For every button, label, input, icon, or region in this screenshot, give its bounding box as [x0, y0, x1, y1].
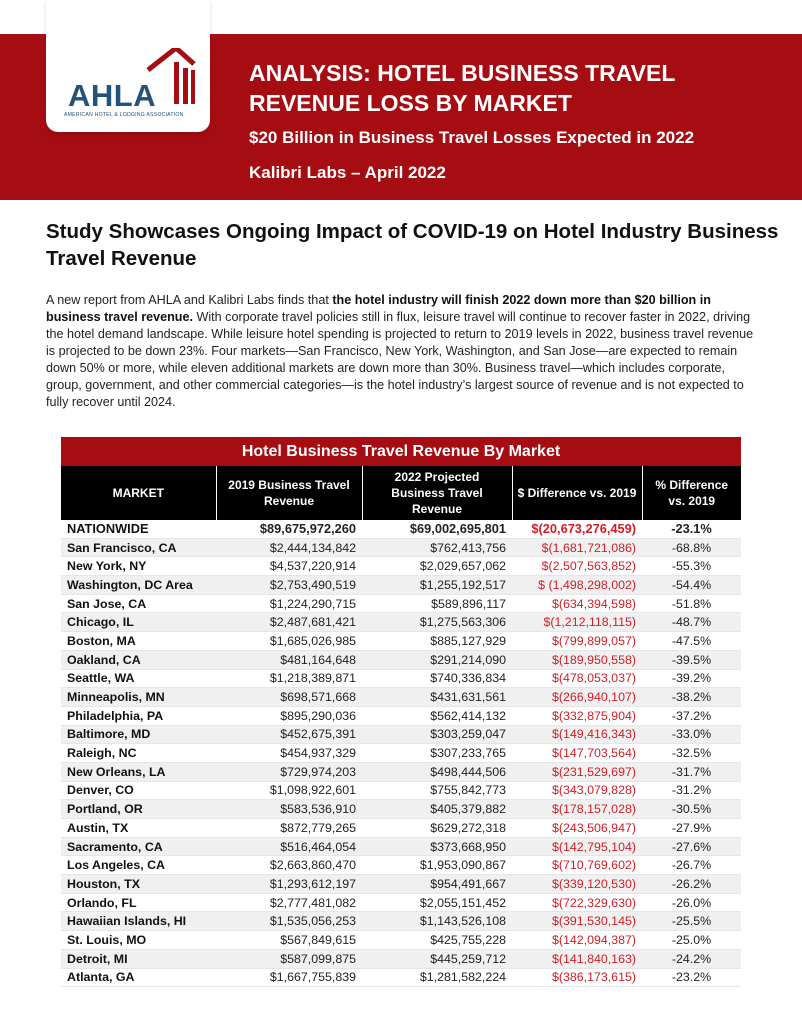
- cell-2022-revenue: $69,002,695,801: [362, 520, 512, 538]
- cell-pct-diff: -55.3%: [642, 557, 741, 576]
- table-row: [61, 557, 741, 576]
- cell-2019-revenue: $587,099,875: [216, 949, 362, 968]
- cell-dollar-diff: $(1,681,721,086): [512, 538, 642, 557]
- col-header-pct-diff: % Difference vs. 2019: [642, 466, 741, 520]
- cell-dollar-diff: $ (1,498,298,002): [512, 576, 642, 595]
- cell-2022-revenue: $1,281,582,224: [362, 968, 512, 987]
- intro-post: With corporate travel policies still in flux, leisure travel will continue to recover faster in 2022, driving the hotel demand landscape. While leisure hotel spending is projected to return to 2019 levels in 2022, business travel revenue is projected to be down 23%. Four markets—San Francisco, New York, Washington, and San Jose—are expected to remain down 50% or more, while eleven additional markets are down more than 30%. Business travel—which includes corporate, group, government, and other commercial categories—is the hotel industry’s largest source of revenue and is not expected to fully recover until 2024.: [46, 310, 754, 409]
- cell-pct-diff: -23.2%: [642, 968, 741, 987]
- intro-bold: the hotel industry will finish 2022 down more than $20 billion in business travel revenue.: [46, 293, 711, 324]
- cell-2019-revenue: $2,777,481,082: [216, 893, 362, 912]
- table-title: Hotel Business Travel Revenue By Market: [61, 437, 741, 466]
- cell-pct-diff: -31.7%: [642, 762, 741, 781]
- table-row: [61, 576, 741, 595]
- cell-2022-revenue: $445,259,712: [362, 949, 512, 968]
- table-row: [61, 912, 741, 931]
- table-row: [61, 725, 741, 744]
- cell-market: Detroit, MI: [61, 949, 216, 968]
- table-row: [61, 931, 741, 950]
- cell-2022-revenue: $431,631,561: [362, 688, 512, 707]
- table-row: [61, 762, 741, 781]
- table-row: [61, 669, 741, 688]
- cell-2019-revenue: $1,535,056,253: [216, 912, 362, 931]
- page-title-line2: REVENUE LOSS BY MARKET: [249, 90, 572, 116]
- cell-market: New Orleans, LA: [61, 762, 216, 781]
- cell-dollar-diff: $(142,795,104): [512, 837, 642, 856]
- cell-2019-revenue: $2,663,860,470: [216, 856, 362, 875]
- cell-pct-diff: -37.2%: [642, 706, 741, 725]
- cell-pct-diff: -39.2%: [642, 669, 741, 688]
- cell-2022-revenue: $1,143,526,108: [362, 912, 512, 931]
- table-row: [61, 538, 741, 557]
- cell-2022-revenue: $425,755,228: [362, 931, 512, 950]
- cell-dollar-diff: $(710,769,602): [512, 856, 642, 875]
- cell-2019-revenue: $1,293,612,197: [216, 875, 362, 894]
- cell-pct-diff: -51.8%: [642, 594, 741, 613]
- cell-2022-revenue: $498,444,506: [362, 762, 512, 781]
- cell-pct-diff: -54.4%: [642, 576, 741, 595]
- table-row: [61, 968, 741, 987]
- cell-market: Portland, OR: [61, 800, 216, 819]
- study-heading: Study Showcases Ongoing Impact of COVID-19 on Hotel Industry Business Travel Revenue: [46, 220, 779, 270]
- cell-market: Atlanta, GA: [61, 968, 216, 987]
- cell-market: Baltimore, MD: [61, 725, 216, 744]
- cell-2019-revenue: $1,098,922,601: [216, 781, 362, 800]
- cell-dollar-diff: $(149,416,343): [512, 725, 642, 744]
- cell-2019-revenue: $567,849,615: [216, 931, 362, 950]
- table-row: [61, 819, 741, 838]
- cell-dollar-diff: $(20,673,276,459): [512, 520, 642, 538]
- cell-market: Los Angeles, CA: [61, 856, 216, 875]
- cell-2019-revenue: $452,675,391: [216, 725, 362, 744]
- cell-dollar-diff: $(339,120,530): [512, 875, 642, 894]
- cell-pct-diff: -68.8%: [642, 538, 741, 557]
- cell-market: Orlando, FL: [61, 893, 216, 912]
- cell-pct-diff: -23.1%: [642, 520, 741, 538]
- cell-2019-revenue: $1,667,755,839: [216, 968, 362, 987]
- cell-dollar-diff: $(231,529,697): [512, 762, 642, 781]
- cell-dollar-diff: $(147,703,564): [512, 744, 642, 763]
- cell-2019-revenue: $2,753,490,519: [216, 576, 362, 595]
- cell-dollar-diff: $(391,530,145): [512, 912, 642, 931]
- cell-pct-diff: -24.2%: [642, 949, 741, 968]
- cell-market: Houston, TX: [61, 875, 216, 894]
- cell-2019-revenue: $2,444,134,842: [216, 538, 362, 557]
- cell-2022-revenue: $2,029,657,062: [362, 557, 512, 576]
- cell-2022-revenue: $629,272,318: [362, 819, 512, 838]
- cell-market: New York, NY: [61, 557, 216, 576]
- cell-market: Philadelphia, PA: [61, 706, 216, 725]
- cell-market: San Francisco, CA: [61, 538, 216, 557]
- cell-2022-revenue: $2,055,151,452: [362, 893, 512, 912]
- cell-market: Austin, TX: [61, 819, 216, 838]
- revenue-table-container: [61, 437, 741, 987]
- cell-2022-revenue: $885,127,929: [362, 632, 512, 651]
- page-title-line1: ANALYSIS: HOTEL BUSINESS TRAVEL: [249, 60, 676, 86]
- cell-2022-revenue: $762,413,756: [362, 538, 512, 557]
- cell-pct-diff: -26.0%: [642, 893, 741, 912]
- cell-2019-revenue: $1,685,026,985: [216, 632, 362, 651]
- cell-2019-revenue: $1,218,389,871: [216, 669, 362, 688]
- cell-dollar-diff: $(799,899,057): [512, 632, 642, 651]
- cell-dollar-diff: $(343,079,828): [512, 781, 642, 800]
- cell-dollar-diff: $(178,157,028): [512, 800, 642, 819]
- cell-market: Chicago, IL: [61, 613, 216, 632]
- logo-tab: [46, 0, 210, 132]
- cell-market: St. Louis, MO: [61, 931, 216, 950]
- cell-market: Hawaiian Islands, HI: [61, 912, 216, 931]
- table-row-nationwide: [61, 520, 741, 538]
- intro-pre: A new report from AHLA and Kalibri Labs finds that: [46, 293, 333, 307]
- cell-dollar-diff: $(1,212,118,115): [512, 613, 642, 632]
- cell-2019-revenue: $583,536,910: [216, 800, 362, 819]
- cell-market: Sacramento, CA: [61, 837, 216, 856]
- cell-2022-revenue: $562,414,132: [362, 706, 512, 725]
- cell-pct-diff: -32.5%: [642, 744, 741, 763]
- cell-pct-diff: -25.0%: [642, 931, 741, 950]
- table-row: [61, 893, 741, 912]
- page-subtitle: $20 Billion in Business Travel Losses Expected in 2022: [249, 128, 695, 147]
- table-header-row: [61, 466, 741, 520]
- cell-2022-revenue: $1,255,192,517: [362, 576, 512, 595]
- cell-pct-diff: -26.7%: [642, 856, 741, 875]
- cell-pct-diff: -48.7%: [642, 613, 741, 632]
- table-row: [61, 744, 741, 763]
- cell-market: Oakland, CA: [61, 650, 216, 669]
- cell-2019-revenue: $1,224,290,715: [216, 594, 362, 613]
- cell-2022-revenue: $589,896,117: [362, 594, 512, 613]
- cell-dollar-diff: $(266,940,107): [512, 688, 642, 707]
- table-row: [61, 594, 741, 613]
- table-row: [61, 856, 741, 875]
- cell-2022-revenue: $373,668,950: [362, 837, 512, 856]
- cell-market: Washington, DC Area: [61, 576, 216, 595]
- table-row: [61, 650, 741, 669]
- cell-2022-revenue: $307,233,765: [362, 744, 512, 763]
- table-row: [61, 632, 741, 651]
- table-row: [61, 875, 741, 894]
- cell-market: San Jose, CA: [61, 594, 216, 613]
- table-row: [61, 949, 741, 968]
- logo-subtext: AMERICAN HOTEL & LODGING ASSOCIATION: [64, 112, 184, 118]
- cell-pct-diff: -26.2%: [642, 875, 741, 894]
- cell-2022-revenue: $740,336,834: [362, 669, 512, 688]
- cell-dollar-diff: $(189,950,558): [512, 650, 642, 669]
- cell-2019-revenue: $89,675,972,260: [216, 520, 362, 538]
- cell-dollar-diff: $(142,094,387): [512, 931, 642, 950]
- cell-2019-revenue: $2,487,681,421: [216, 613, 362, 632]
- cell-pct-diff: -27.6%: [642, 837, 741, 856]
- col-header-market: MARKET: [61, 466, 216, 520]
- cell-dollar-diff: $(2,507,563,852): [512, 557, 642, 576]
- cell-pct-diff: -30.5%: [642, 800, 741, 819]
- table-row: [61, 688, 741, 707]
- table-row: [61, 800, 741, 819]
- cell-market: Minneapolis, MN: [61, 688, 216, 707]
- cell-2019-revenue: $729,974,203: [216, 762, 362, 781]
- cell-2022-revenue: $291,214,090: [362, 650, 512, 669]
- cell-dollar-diff: $(386,173,615): [512, 968, 642, 987]
- cell-pct-diff: -25.5%: [642, 912, 741, 931]
- cell-pct-diff: -39.5%: [642, 650, 741, 669]
- cell-market: Boston, MA: [61, 632, 216, 651]
- cell-market: Raleigh, NC: [61, 744, 216, 763]
- cell-2022-revenue: $755,842,773: [362, 781, 512, 800]
- cell-2022-revenue: $303,259,047: [362, 725, 512, 744]
- cell-dollar-diff: $(243,506,947): [512, 819, 642, 838]
- page-byline: Kalibri Labs – April 2022: [249, 163, 446, 182]
- cell-pct-diff: -27.9%: [642, 819, 741, 838]
- cell-pct-diff: -38.2%: [642, 688, 741, 707]
- cell-2019-revenue: $872,779,265: [216, 819, 362, 838]
- cell-2019-revenue: $481,164,648: [216, 650, 362, 669]
- cell-market: Seattle, WA: [61, 669, 216, 688]
- cell-pct-diff: -33.0%: [642, 725, 741, 744]
- revenue-table: [61, 466, 741, 987]
- col-header-2022: 2022 Projected Business Travel Revenue: [362, 466, 512, 520]
- cell-2022-revenue: $1,275,563,306: [362, 613, 512, 632]
- table-row: [61, 706, 741, 725]
- cell-dollar-diff: $(332,875,904): [512, 706, 642, 725]
- logo-text: AHLA: [68, 78, 157, 113]
- cell-2019-revenue: $698,571,668: [216, 688, 362, 707]
- cell-dollar-diff: $(478,053,037): [512, 669, 642, 688]
- cell-market: NATIONWIDE: [61, 520, 216, 538]
- table-row: [61, 837, 741, 856]
- cell-dollar-diff: $(634,394,598): [512, 594, 642, 613]
- cell-2022-revenue: $405,379,882: [362, 800, 512, 819]
- cell-2022-revenue: $954,491,667: [362, 875, 512, 894]
- col-header-2019: 2019 Business Travel Revenue: [216, 466, 362, 520]
- table-row: [61, 781, 741, 800]
- cell-dollar-diff: $(722,329,630): [512, 893, 642, 912]
- cell-2019-revenue: $454,937,329: [216, 744, 362, 763]
- col-header-dollar-diff: $ Difference vs. 2019: [512, 466, 642, 520]
- intro-paragraph: [46, 292, 762, 411]
- cell-market: Denver, CO: [61, 781, 216, 800]
- cell-2019-revenue: $895,290,036: [216, 706, 362, 725]
- cell-2019-revenue: $4,537,220,914: [216, 557, 362, 576]
- cell-pct-diff: -31.2%: [642, 781, 741, 800]
- cell-2022-revenue: $1,953,090,867: [362, 856, 512, 875]
- cell-dollar-diff: $(141,840,163): [512, 949, 642, 968]
- page-title: [249, 58, 769, 118]
- cell-2019-revenue: $516,464,054: [216, 837, 362, 856]
- cell-pct-diff: -47.5%: [642, 632, 741, 651]
- table-row: [61, 613, 741, 632]
